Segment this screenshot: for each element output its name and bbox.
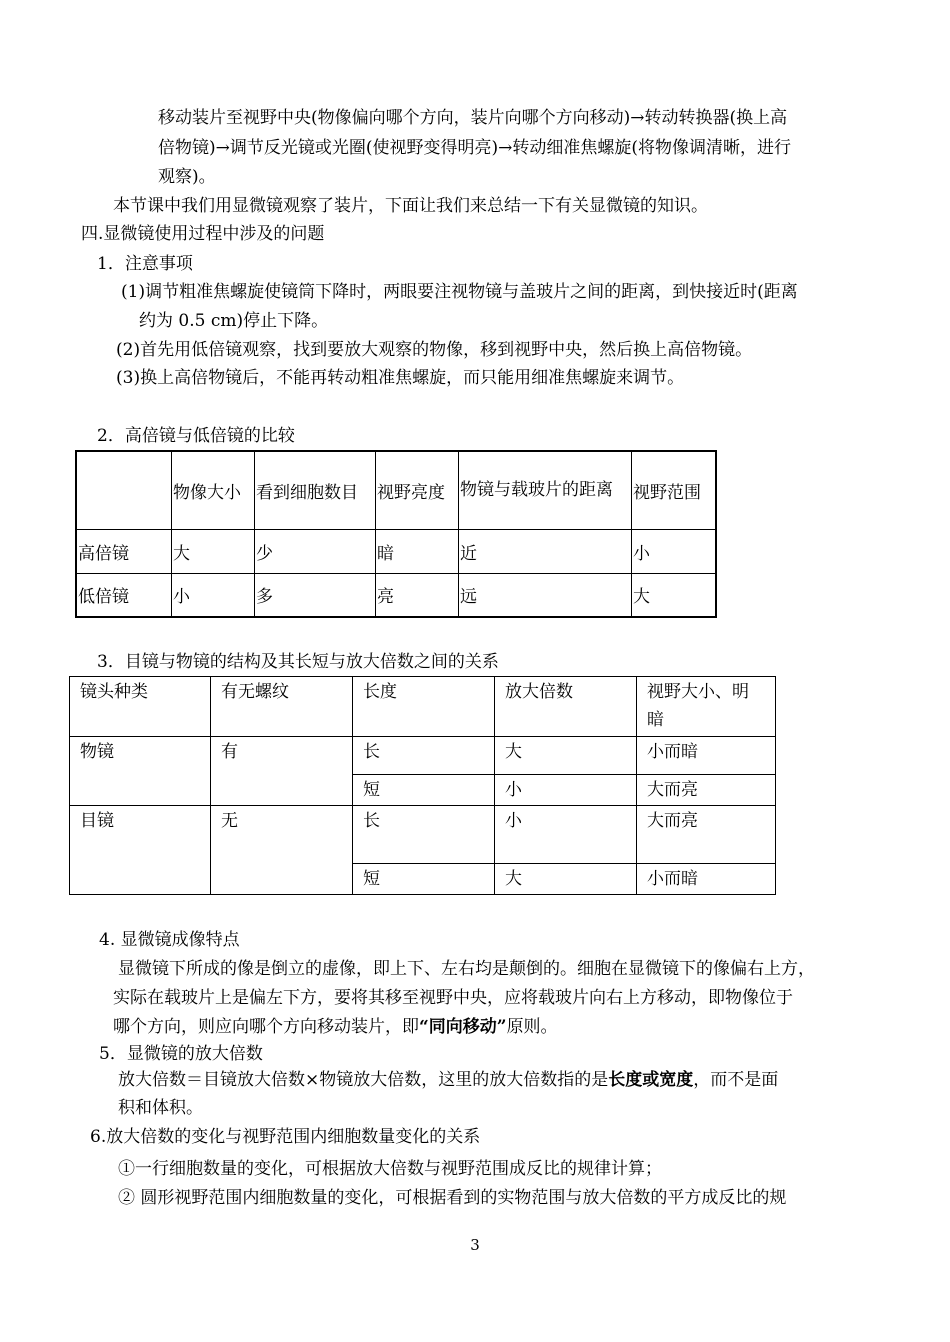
subsection-5-title: 5．显微镜的放大倍数 xyxy=(99,1044,263,1064)
note-1-line-b: 约为 0.5 cm)停止下降。 xyxy=(139,311,329,331)
intro-line-3: 观察)。 xyxy=(158,167,216,187)
table-cell: 长 xyxy=(353,806,495,864)
table-row xyxy=(76,529,716,573)
thread-objective: 有 xyxy=(211,737,353,806)
cell-count-line-1: ①一行细胞数量的变化，可根据放大倍数与视野范围成反比的规律计算； xyxy=(118,1159,662,1179)
magnification-line-2: 积和体积。 xyxy=(118,1098,203,1118)
length-or-width: 长度或宽度 xyxy=(608,1070,694,1090)
table-header-cell: 放大倍数 xyxy=(495,677,637,737)
table-cell: 小 xyxy=(632,529,717,573)
imaging-line-1: 显微镜下所成的像是倒立的虚像，即上下、左右均是颠倒的。细胞在显微镜下的像偏右上方， xyxy=(118,959,815,979)
table-header-cell: 视野大小、明暗 xyxy=(637,677,776,737)
table-cell: 小 xyxy=(495,775,637,806)
section-heading: 四.显微镜使用过程中涉及的问题 xyxy=(81,224,325,244)
same-direction-rule: “同向移动” xyxy=(419,1017,507,1037)
imaging-line-3 xyxy=(113,1016,558,1038)
table-header-cell: 有无螺纹 xyxy=(211,677,353,737)
table-cell: 小而暗 xyxy=(637,864,776,895)
thread-eyepiece: 无 xyxy=(211,806,353,895)
table-header-cell: 看到细胞数目 xyxy=(255,451,376,529)
note-2: (2)首先用低倍镜观察，找到要放大观察的物像，移到视野中央，然后换上高倍物镜。 xyxy=(116,340,753,360)
table-row xyxy=(76,573,716,617)
table-cell: 小 xyxy=(495,806,637,864)
page-number: 3 xyxy=(470,1236,480,1254)
imaging-line-2: 实际在载玻片上是偏左下方，要将其移至视野中央，应将载玻片向右上方移动，即物像位于 xyxy=(113,988,793,1008)
magnification-comparison-table xyxy=(75,450,717,618)
table-header-cell: 镜头种类 xyxy=(70,677,211,737)
cell-count-line-2: ② 圆形视野范围内细胞数量的变化，可根据看到的实物范围与放大倍数的平方成反比的规 xyxy=(118,1188,787,1208)
table-cell: 大而亮 xyxy=(637,806,776,864)
table-cell: 亮 xyxy=(376,573,459,617)
table-cell: 暗 xyxy=(376,529,459,573)
subsection-1-title: 1．注意事项 xyxy=(97,254,193,274)
table-cell: 远 xyxy=(459,573,632,617)
magnification-line-1-text: 放大倍数＝目镜放大倍数×物镜放大倍数，这里的放大倍数指的是 xyxy=(118,1070,609,1090)
subsection-2-title: 2．高倍镜与低倍镜的比较 xyxy=(97,426,295,446)
table-cell: 高倍镜 xyxy=(76,529,172,573)
table-header-cell: 视野亮度 xyxy=(376,451,459,529)
note-1-line-a: (1)调节粗准焦螺旋使镜筒下降时，两眼要注视物镜与盖玻片之间的距离，到快接近时(距离 xyxy=(121,282,798,302)
table-row xyxy=(70,737,776,775)
table-row xyxy=(70,806,776,864)
table-cell: 大 xyxy=(172,529,255,573)
table-cell: 大 xyxy=(495,864,637,895)
table-cell: 少 xyxy=(255,529,376,573)
table-cell: 低倍镜 xyxy=(76,573,172,617)
table-header-cell xyxy=(76,451,172,529)
lens-structure-table xyxy=(69,676,776,895)
table-cell: 短 xyxy=(353,864,495,895)
table-cell: 小 xyxy=(172,573,255,617)
table-header-cell: 物像大小 xyxy=(172,451,255,529)
table-cell: 短 xyxy=(353,775,495,806)
magnification-line-1-end: ，而不是面 xyxy=(693,1070,779,1090)
table-cell: 小而暗 xyxy=(637,737,776,775)
imaging-line-3-text: 哪个方向，则应向哪个方向移动装片，即 xyxy=(113,1017,419,1037)
table-cell: 近 xyxy=(459,529,632,573)
table-header-cell: 长度 xyxy=(353,677,495,737)
subsection-6-title: 6.放大倍数的变化与视野范围内细胞数量变化的关系 xyxy=(90,1127,481,1147)
table-cell: 长 xyxy=(353,737,495,775)
table-cell: 大而亮 xyxy=(637,775,776,806)
subsection-4-title: 4. 显微镜成像特点 xyxy=(99,930,240,950)
table-cell: 多 xyxy=(255,573,376,617)
table-header-cell: 物镜与载玻片的距离 xyxy=(459,451,632,529)
table-header-row xyxy=(70,677,776,737)
intro-line-2: 倍物镜)→调节反光镜或光圈(使视野变得明亮)→转动细准焦螺旋(将物像调清晰，进行 xyxy=(158,138,792,158)
intro-line-1: 移动装片至视野中央(物像偏向哪个方向，装片向哪个方向移动)→转动转换器(换上高 xyxy=(158,108,788,128)
table-header-cell: 视野范围 xyxy=(632,451,717,529)
lens-type-objective: 物镜 xyxy=(70,737,211,806)
imaging-line-3-end: 原则。 xyxy=(506,1017,558,1037)
subsection-3-title: 3．目镜与物镜的结构及其长短与放大倍数之间的关系 xyxy=(97,652,499,672)
note-3: (3)换上高倍物镜后，不能再转动粗准焦螺旋，而只能用细准焦螺旋来调节。 xyxy=(116,368,685,388)
summary-line: 本节课中我们用显微镜观察了装片，下面让我们来总结一下有关显微镜的知识。 xyxy=(113,196,708,216)
table-header-row xyxy=(76,451,716,529)
table-cell: 大 xyxy=(632,573,717,617)
table-cell: 大 xyxy=(495,737,637,775)
lens-type-eyepiece: 目镜 xyxy=(70,806,211,895)
magnification-line-1 xyxy=(118,1069,778,1091)
